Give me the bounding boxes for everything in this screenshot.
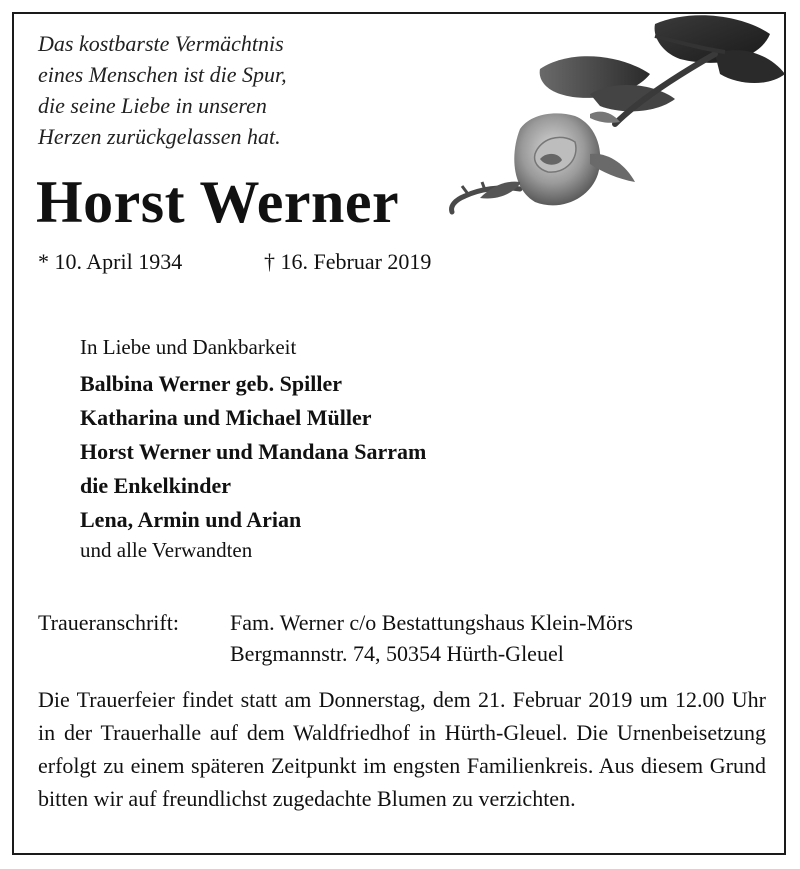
quote-line: Herzen zurückgelassen hat. [38, 124, 281, 149]
life-dates [38, 249, 432, 275]
birth-date: * 10. April 1934 [38, 249, 183, 274]
address-line: Bergmannstr. 74, 50354 Hürth-Gleuel [230, 641, 564, 666]
death-date: † 16. Februar 2019 [264, 249, 432, 274]
mourner-name: Horst Werner und Mandana Sarram [80, 439, 427, 464]
mourner-name: Balbina Werner geb. Spiller [80, 371, 342, 396]
mourner-name: die Enkelkinder [80, 473, 231, 498]
address-line: Fam. Werner c/o Bestattungshaus Klein-Mörs [230, 610, 633, 635]
service-information: Die Trauerfeier findet statt am Donnerstag, dem 21. Februar 2019 um 12.00 Uhr in der Trauerhalle auf dem Waldfriedhof in Hürth-Gleuel. Die Urnenbeisetzung erfolgt zu einem späteren Zeitpunkt im engsten Familienkreis. Aus diesem Grund bitten wir auf freundlichst zugedachte Blumen zu verzichten. [38, 687, 766, 811]
quote-line: Das kostbarste Vermächtnis [38, 31, 284, 56]
mourners-section [80, 333, 426, 563]
mourner-name: Katharina und Michael Müller [80, 405, 372, 430]
mourners-outro: und alle Verwandten [80, 538, 253, 562]
memorial-quote [38, 28, 287, 152]
quote-line: eines Menschen ist die Spur, [38, 62, 287, 87]
address-lines [230, 607, 633, 669]
mourners-intro: In Liebe und Dankbarkeit [80, 335, 297, 359]
mourner-name: Lena, Armin und Arian [80, 507, 302, 532]
mourners-list [80, 367, 426, 537]
deceased-name: Horst Werner [36, 169, 400, 235]
address-label: Traueranschrift: [38, 610, 179, 635]
rose-icon [440, 14, 785, 244]
quote-line: die seine Liebe in unseren [38, 93, 267, 118]
